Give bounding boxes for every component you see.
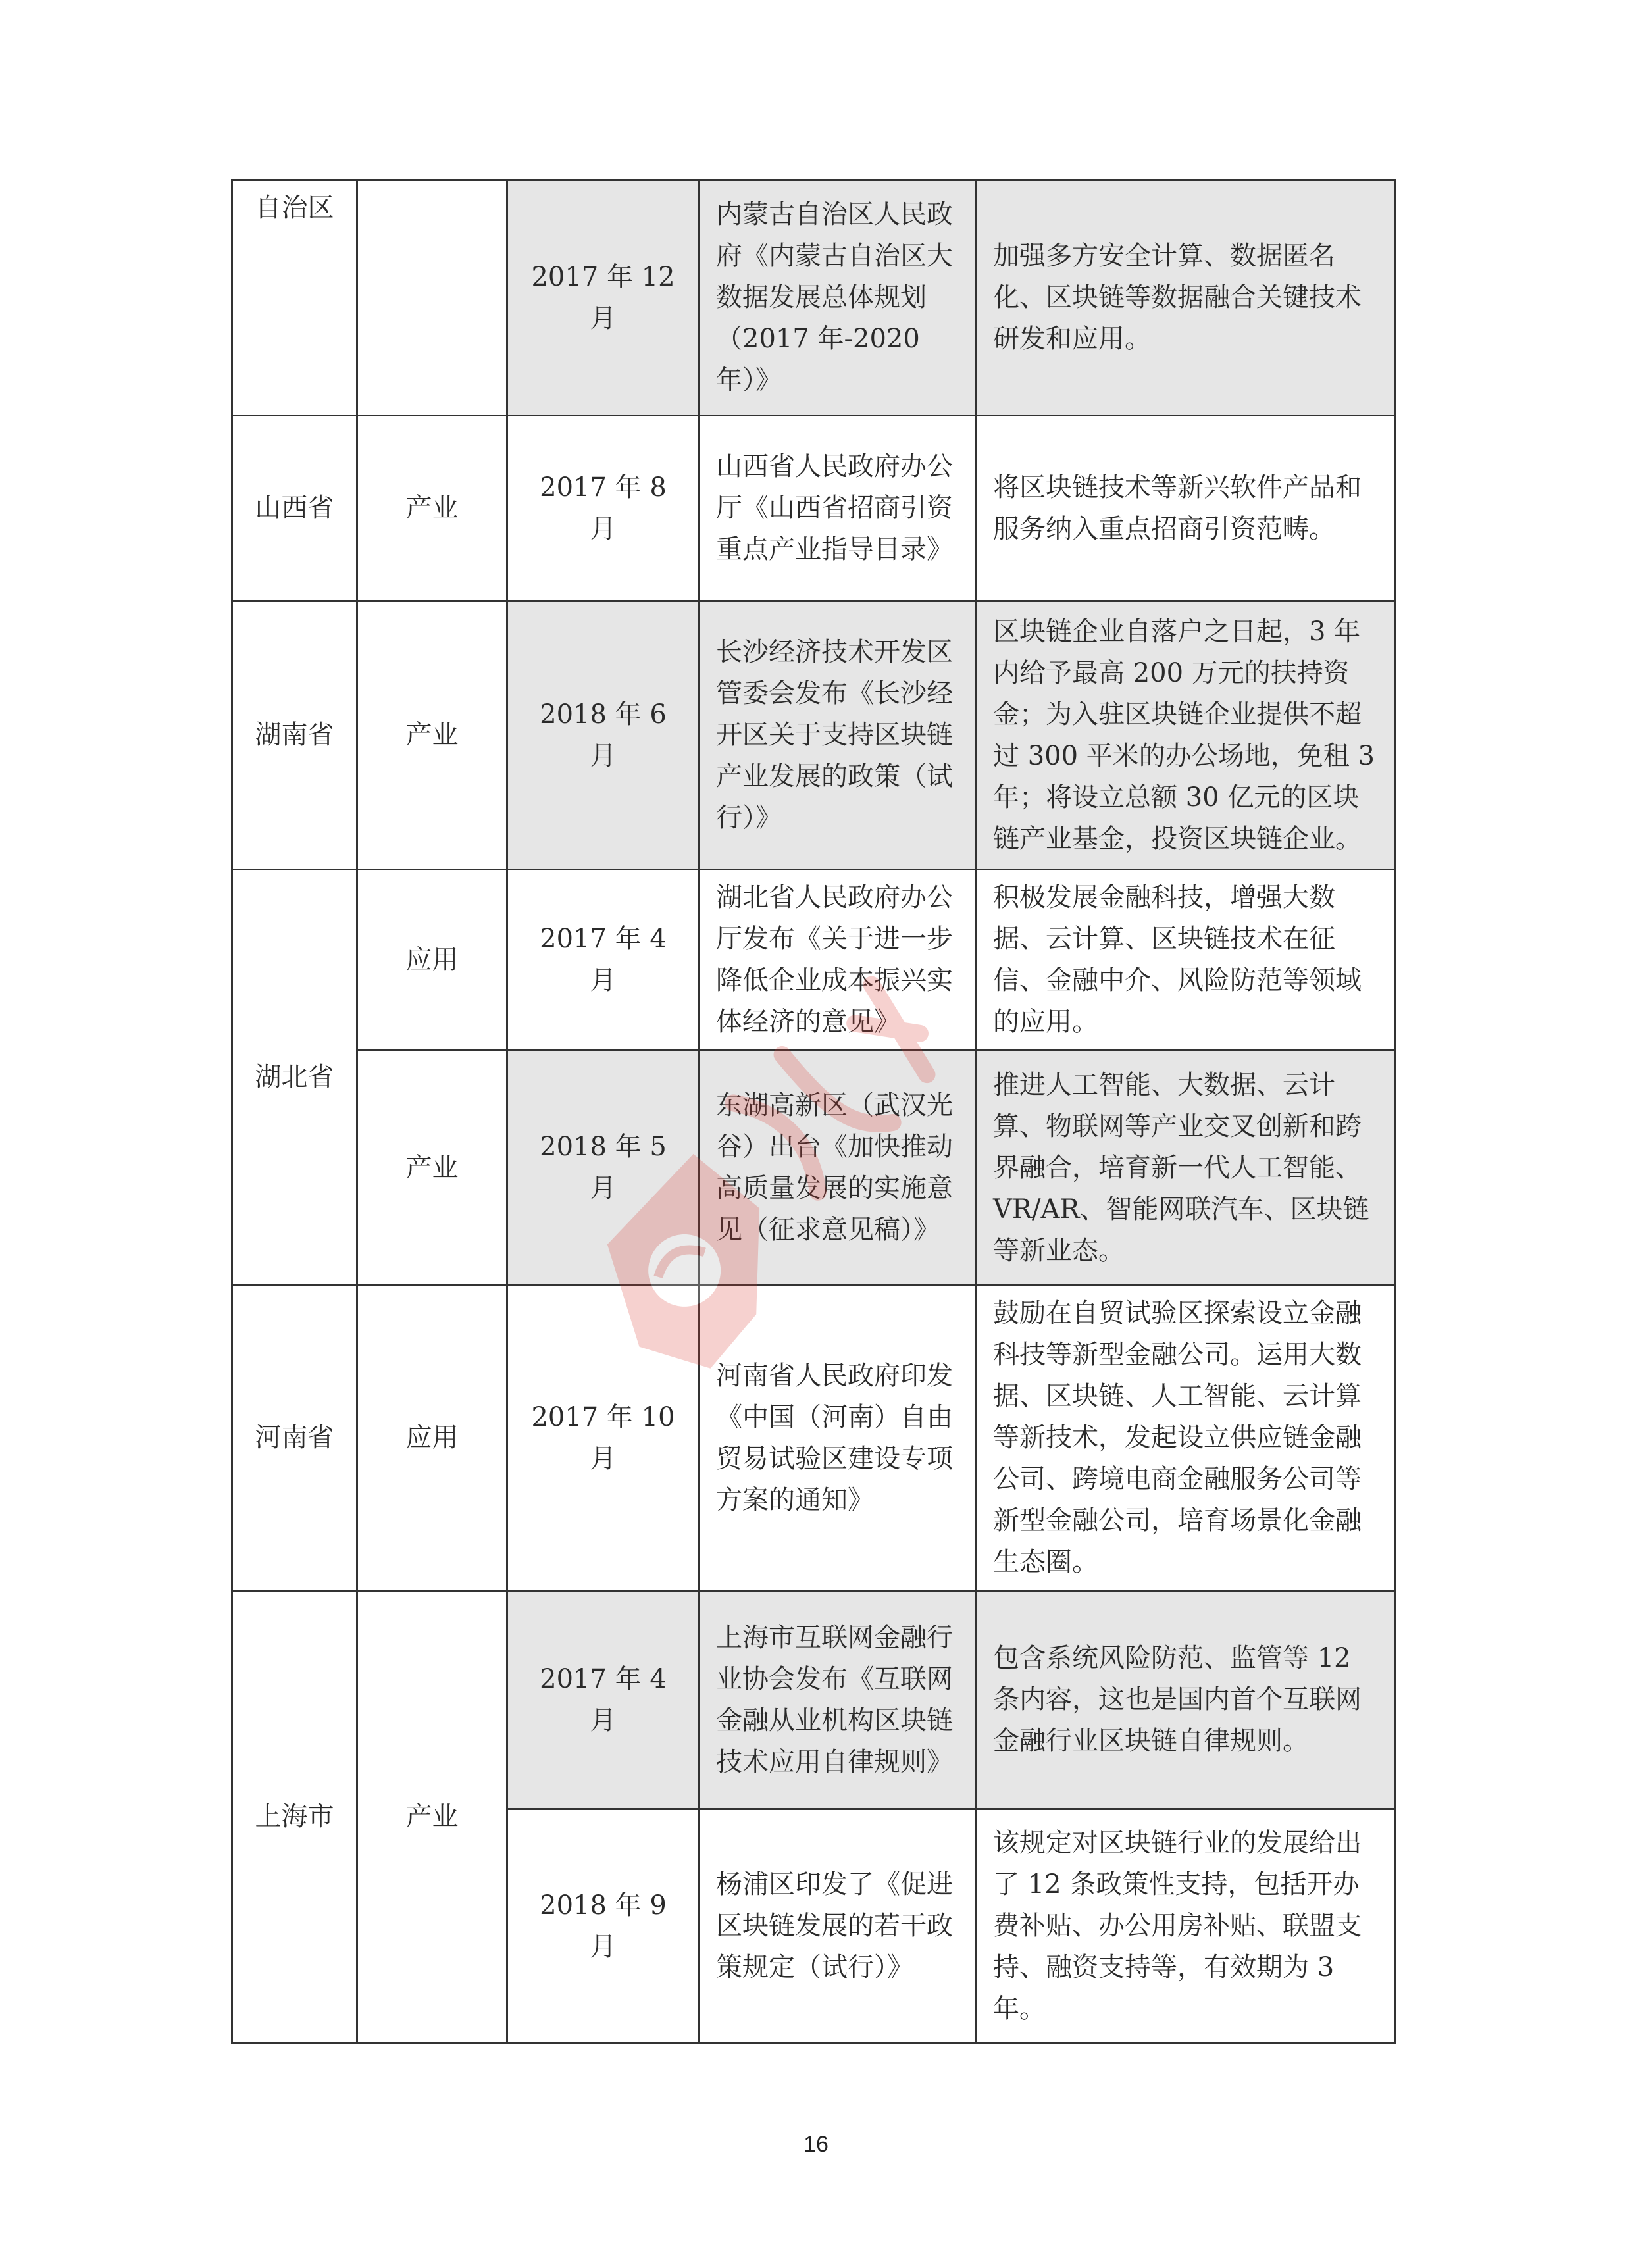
type-cell: 应用 [357, 1286, 507, 1591]
document-cell: 长沙经济技术开发区管委会发布《长沙经开区关于支持区块链产业发展的政策（试行）》 [700, 601, 977, 870]
table-row [232, 870, 1396, 1051]
document-cell: 杨浦区印发了《促进区块链发展的若干政策规定（试行）》 [700, 1809, 977, 2044]
content-cell: 包含系统风险防范、监管等 12 条内容，这也是国内首个互联网金融行业区块链自律规则。 [977, 1591, 1396, 1809]
table-row [232, 1051, 1396, 1286]
date-cell: 2018 年 5 月 [507, 1051, 700, 1286]
content-cell: 将区块链技术等新兴软件产品和服务纳入重点招商引资范畴。 [977, 416, 1396, 601]
date-cell: 2017 年 10 月 [507, 1286, 700, 1591]
policy-table [231, 179, 1396, 2044]
document-cell: 山西省人民政府办公厅《山西省招商引资重点产业指导目录》 [700, 416, 977, 601]
region-cell: 河南省 [232, 1286, 357, 1591]
document-cell: 东湖高新区（武汉光谷）出台《加快推动高质量发展的实施意见（征求意见稿）》 [700, 1051, 977, 1286]
type-cell: 应用 [357, 870, 507, 1051]
type-cell [357, 180, 507, 416]
content-cell: 区块链企业自落户之日起，3 年内给予最高 200 万元的扶持资金；为入驻区块链企业提供不超过 300 平米的办公场地，免租 3 年；将设立总额 30 亿元的区块链产业基金，投资区块链企业。 [977, 601, 1396, 870]
type-cell: 产业 [357, 1051, 507, 1286]
date-cell: 2017 年 12 月 [507, 180, 700, 416]
content-cell: 积极发展金融科技，增强大数据、云计算、区块链技术在征信、金融中介、风险防范等领域的应用。 [977, 870, 1396, 1051]
region-cell: 湖南省 [232, 601, 357, 870]
date-cell: 2017 年 4 月 [507, 870, 700, 1051]
region-cell: 山西省 [232, 416, 357, 601]
region-cell: 湖北省 [232, 870, 357, 1286]
document-cell: 上海市互联网金融行业协会发布《互联网金融从业机构区块链技术应用自律规则》 [700, 1591, 977, 1809]
table-row [232, 1591, 1396, 1809]
document-cell: 湖北省人民政府办公厅发布《关于进一步降低企业成本振兴实体经济的意见》 [700, 870, 977, 1051]
table-row [232, 416, 1396, 601]
region-cell: 上海市 [232, 1591, 357, 2044]
content-cell: 该规定对区块链行业的发展给出了 12 条政策性支持，包括开办费补贴、办公用房补贴、联盟支持、融资支持等，有效期为 3 年。 [977, 1809, 1396, 2044]
type-cell: 产业 [357, 601, 507, 870]
document-cell: 内蒙古自治区人民政府《内蒙古自治区大数据发展总体规划（2017 年-2020 年）》 [700, 180, 977, 416]
table-row [232, 1286, 1396, 1591]
type-cell: 产业 [357, 416, 507, 601]
region-cell: 自治区 [232, 180, 357, 416]
page-number: 16 [803, 2132, 829, 2157]
table-row [232, 180, 1396, 416]
content-cell: 加强多方安全计算、数据匿名化、区块链等数据融合关键技术研发和应用。 [977, 180, 1396, 416]
document-cell: 河南省人民政府印发《中国（河南）自由贸易试验区建设专项方案的通知》 [700, 1286, 977, 1591]
date-cell: 2018 年 9 月 [507, 1809, 700, 2044]
type-cell: 产业 [357, 1591, 507, 2044]
date-cell: 2017 年 4 月 [507, 1591, 700, 1809]
content-cell: 推进人工智能、大数据、云计算、物联网等产业交叉创新和跨界融合，培育新一代人工智能、VR/AR、智能网联汽车、区块链等新业态。 [977, 1051, 1396, 1286]
content-cell: 鼓励在自贸试验区探索设立金融科技等新型金融公司。运用大数据、区块链、人工智能、云计算等新技术，发起设立供应链金融公司、跨境电商金融服务公司等新型金融公司，培育场景化金融生态圈。 [977, 1286, 1396, 1591]
table-row [232, 601, 1396, 870]
date-cell: 2018 年 6 月 [507, 601, 700, 870]
date-cell: 2017 年 8 月 [507, 416, 700, 601]
